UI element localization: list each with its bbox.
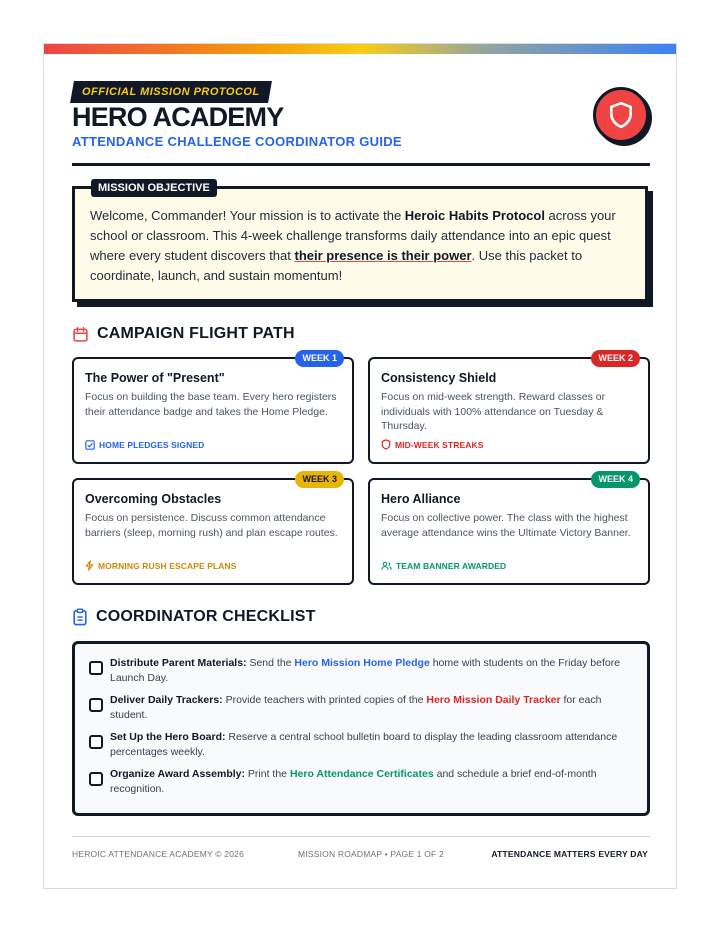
checklist-item [89, 730, 633, 759]
checklist-title: COORDINATOR CHECKLIST [96, 608, 316, 625]
checklist-item-pre: Provide teachers with printed copies of the [222, 694, 427, 706]
week-card-1 [72, 353, 354, 464]
flight-path-heading [72, 325, 295, 343]
checklist-item-highlight: Hero Mission Daily Tracker [426, 694, 561, 706]
document-page [43, 43, 677, 889]
week-3-title: Overcoming Obstacles [85, 492, 222, 506]
week-4-footer-label: TEAM BANNER AWARDED [396, 561, 507, 571]
checklist-item-highlight: Hero Attendance Certificates [289, 768, 434, 780]
week-3-description: Focus on persistence. Discuss common attendance barriers (sleep, morning rush) and plan escape routes. [85, 512, 338, 539]
week-4-footer [381, 561, 506, 571]
protocol-tag-label: OFFICIAL MISSION PROTOCOL [82, 86, 260, 98]
checklist-item-post: and schedule a brief end-of-month recognition. [110, 768, 597, 795]
objective-bold: Heroic Habits Protocol [404, 208, 545, 223]
checklist-item-lead: Organize Award Assembly: [110, 768, 245, 780]
page-title: HERO ACADEMY [72, 102, 284, 132]
checkbox-icon [85, 440, 95, 450]
checkbox[interactable] [89, 772, 103, 786]
checklist-item-post: home with students on the Friday before Launch Day. [110, 657, 621, 684]
footer-page-info: MISSION ROADMAP • PAGE 1 OF 2 [298, 849, 444, 859]
week-1-description: Focus on building the base team. Every hero registers their attendance badge and takes the Home Pledge. [85, 391, 337, 418]
page-subtitle: ATTENDANCE CHALLENGE COORDINATOR GUIDE [72, 134, 402, 149]
lightning-icon [85, 560, 94, 571]
week-pill-4: WEEK 4 [591, 471, 640, 488]
checklist-item-lead: Deliver Daily Trackers: [110, 694, 223, 706]
checklist-item [89, 656, 633, 685]
objective-underline: their presence is their power [294, 248, 472, 263]
week-card-3 [72, 474, 354, 585]
footer-copyright: HEROIC ATTENDANCE ACADEMY © 2026 [72, 849, 245, 859]
week-pill-3: WEEK 3 [295, 471, 344, 488]
week-2-footer [381, 439, 484, 450]
week-4-description: Focus on collective power. The class with the highest average attendance wins the Ultimate Victory Banner. [381, 512, 631, 539]
shield-badge [593, 87, 649, 143]
objective-label: MISSION OBJECTIVE [91, 179, 217, 197]
header-divider [72, 163, 650, 166]
week-2-title: Consistency Shield [381, 371, 497, 385]
mission-objective-box [72, 182, 648, 302]
week-1-footer [85, 440, 204, 450]
protocol-tag [70, 81, 272, 103]
checklist-item [89, 693, 633, 722]
checklist-item-lead: Distribute Parent Materials: [110, 657, 247, 669]
shield-icon [381, 439, 391, 450]
checkbox[interactable] [89, 735, 103, 749]
week-1-title: The Power of "Present" [85, 371, 225, 385]
checklist-item [89, 767, 633, 796]
week-4-title: Hero Alliance [381, 492, 461, 506]
checklist-item-highlight: Hero Mission Home Pledge [294, 657, 430, 669]
week-pill-1: WEEK 1 [295, 350, 344, 367]
flight-path-title: CAMPAIGN FLIGHT PATH [97, 325, 295, 342]
week-1-footer-label: HOME PLEDGES SIGNED [99, 440, 205, 450]
checklist-item-post: for each student. [110, 694, 602, 721]
week-2-description: Focus on mid-week strength. Reward classes or individuals with 100% attendance on Tuesday & Thursday. [381, 391, 606, 432]
objective-text-1: Welcome, Commander! Your mission is to activate the [90, 208, 405, 223]
clipboard-icon [72, 608, 88, 626]
checklist-item-text [110, 693, 633, 722]
checklist-item-pre: Print the [245, 768, 290, 780]
checklist-item-pre: Send the [246, 657, 295, 669]
week-3-footer [85, 560, 237, 571]
week-card-2 [368, 353, 650, 464]
users-icon [381, 561, 392, 571]
objective-text-2: across your school or classroom. This 4-week challenge transforms daily attendance into an epic quest where every student discovers that [90, 208, 616, 263]
objective-text-3: . Use this packet to coordinate, launch, and sustain momentum! [90, 248, 583, 283]
week-card-4 [368, 474, 650, 585]
week-2-footer-label: MID-WEEK STREAKS [395, 439, 484, 450]
week-3-footer-label: MORNING RUSH ESCAPE PLANS [98, 560, 237, 571]
coordinator-checklist [72, 641, 650, 816]
checkbox[interactable] [89, 661, 103, 675]
shield-icon [608, 101, 634, 129]
checklist-item-text [110, 730, 633, 759]
checklist-item-pre: Reserve a central school bulletin board to display the leading classroom attendance percentages weekly. [110, 731, 618, 758]
checklist-heading [72, 608, 316, 626]
checklist-item-text [110, 656, 633, 685]
calendar-icon [72, 326, 89, 343]
checklist-item-lead: Set Up the Hero Board: [110, 731, 226, 743]
footer-divider [72, 836, 650, 837]
objective-text [90, 206, 630, 286]
week-pill-2: WEEK 2 [591, 350, 640, 367]
checklist-item-text [110, 767, 633, 796]
gradient-top-bar [44, 44, 676, 54]
checkbox[interactable] [89, 698, 103, 712]
footer-tagline: ATTENDANCE MATTERS EVERY DAY [491, 849, 648, 859]
